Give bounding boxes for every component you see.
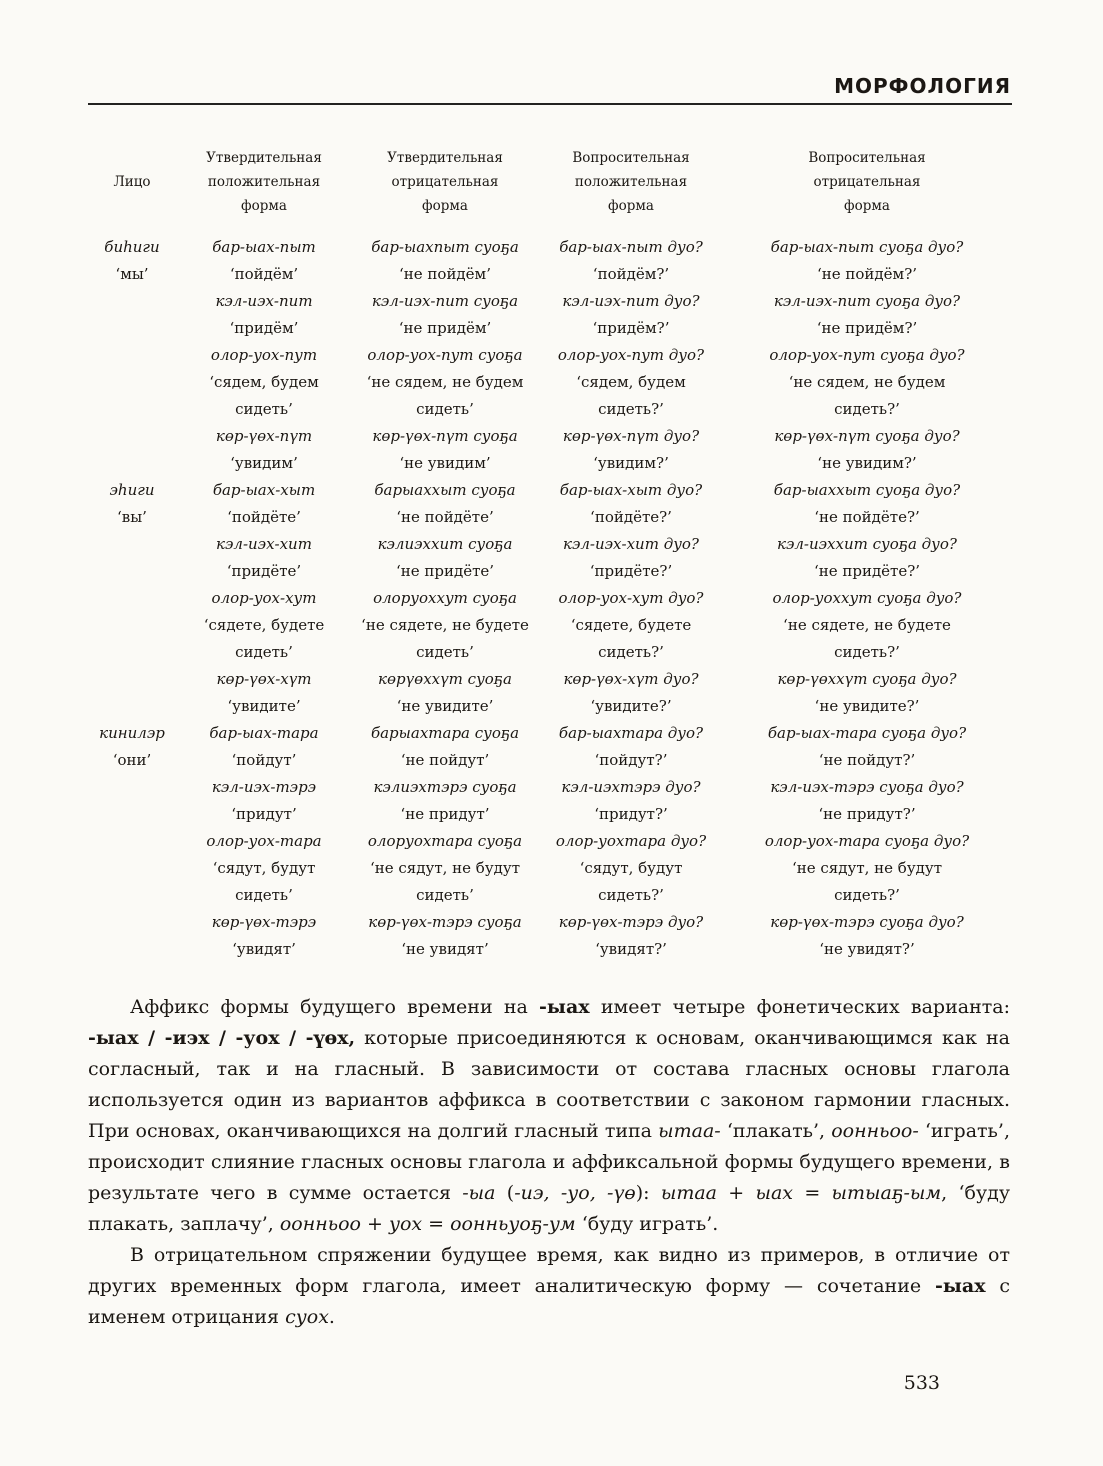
form-cell <box>184 477 344 720</box>
person-cell <box>88 234 176 477</box>
yakut-form: кэл-иэх-хит дуо? <box>563 535 699 553</box>
yakut-form: бар-ыах-тара <box>209 724 319 742</box>
russian-gloss: ‘не сядем, не будем сидеть’ <box>366 373 524 418</box>
russian-gloss: ‘не увидите?’ <box>814 697 920 715</box>
text-segment: . <box>328 1306 335 1328</box>
yakut-form: бар-ыаххыт суоҕа дуо? <box>773 481 961 499</box>
yakut-form: кэлиэххит суоҕа <box>377 535 513 553</box>
column-header: Вопросительная отрицательная форма <box>808 150 926 214</box>
yakut-form: бар-ыах-пыт <box>212 238 316 256</box>
russian-gloss: ‘не пойдём’ <box>399 265 491 283</box>
yakut-form: бар-ыах-хыт дуо? <box>559 481 703 499</box>
yakut-form: бар-ыах-пыт суоҕа дуо? <box>770 238 964 256</box>
yakut-form: олоруохтара суоҕа <box>367 832 523 850</box>
form-cell <box>352 234 538 477</box>
russian-gloss: ‘увидите’ <box>227 697 301 715</box>
paragraph <box>88 992 1010 1240</box>
yakut-form: барыаххыт суоҕа <box>374 481 516 499</box>
russian-gloss: ‘пойдут?’ <box>594 751 668 769</box>
yakut-form: барыахтара суоҕа <box>370 724 520 742</box>
russian-gloss: ‘не сядут, не будут сидеть’ <box>369 859 521 904</box>
russian-gloss: ‘не придём?’ <box>816 319 918 337</box>
text-segment: В отрицательном спряжении будущее время, как видно из примеров, в отличие от других временных форм глагола, имеет аналитическую форму — сочетание <box>88 1244 1010 1297</box>
yakut-form: олор-уохтара дуо? <box>555 832 707 850</box>
russian-gloss: ‘пойдут’ <box>231 751 297 769</box>
person-gloss: ‘вы’ <box>117 508 147 526</box>
text-segment: оонньоо- <box>831 1120 919 1142</box>
text-segment: ( <box>495 1182 515 1204</box>
russian-gloss: ‘сядут, будут сидеть?’ <box>579 859 683 904</box>
yakut-form: олор-уох-пут суоҕа <box>367 346 523 364</box>
column-header: Утвердительная положительная форма <box>206 150 322 214</box>
text-segment: ): <box>635 1182 661 1204</box>
yakut-form: көр-үөххүт суоҕа дуо? <box>777 670 957 688</box>
form-cell <box>724 477 1010 720</box>
yakut-form: олор-уох-хут <box>211 589 317 607</box>
yakut-form: олор-уоххут суоҕа дуо? <box>772 589 962 607</box>
russian-gloss: ‘не увидим?’ <box>817 454 917 472</box>
text-segment: которые присоединяются к основам, оканчивающимся как на согласный, так и на гласный. В зависимости от состава гласных основы глагола используется один из вариантов аффикса в соответствии с законом гармонии гласных. При основах, оканчивающихся на долгий гласный типа <box>88 1027 1010 1142</box>
page-number: 533 <box>903 1372 940 1394</box>
yakut-form: олоруоххут суоҕа <box>373 589 517 607</box>
yakut-form: кэл-иэх-хит <box>216 535 312 553</box>
text-segment: ‘буду играть’. <box>575 1213 719 1235</box>
russian-gloss: ‘придём?’ <box>592 319 670 337</box>
russian-gloss: ‘не придёте?’ <box>813 562 921 580</box>
text-segment: -иэ, -уо, -үө <box>514 1182 636 1204</box>
yakut-form: көр-үөх-тэрэ суоҕа дуо? <box>770 913 964 931</box>
yakut-form: олор-уох-пут суоҕа дуо? <box>769 346 965 364</box>
russian-gloss: ‘увидим’ <box>230 454 298 472</box>
column-header: Вопросительная положительная форма <box>572 150 690 214</box>
russian-gloss: ‘не пойдут?’ <box>818 751 916 769</box>
person-cell <box>88 720 176 963</box>
person-label: кинилэр <box>99 724 165 742</box>
russian-gloss: ‘пойдёте?’ <box>590 508 672 526</box>
russian-gloss: ‘сядете, будете сидеть?’ <box>570 616 692 661</box>
text-segment: -ыах <box>934 1275 986 1297</box>
yakut-form: кэл-иэх-пит суоҕа <box>371 292 519 310</box>
yakut-form: бар-ыах-пыт дуо? <box>559 238 703 256</box>
running-head <box>834 74 1011 98</box>
russian-gloss: ‘не придут’ <box>400 805 490 823</box>
person-gloss: ‘они’ <box>112 751 152 769</box>
yakut-form: олор-уох-пут <box>210 346 318 364</box>
russian-gloss: ‘не увидят?’ <box>819 940 915 958</box>
column-header: Утвердительная отрицательная форма <box>387 150 503 214</box>
yakut-form: көр-үөх-пүт дуо? <box>562 427 700 445</box>
russian-gloss: ‘сядем, будем сидеть’ <box>209 373 319 418</box>
russian-gloss: ‘увидим?’ <box>593 454 669 472</box>
yakut-form: олор-уох-хут дуо? <box>558 589 704 607</box>
yakut-form: көр-үөх-тэрэ <box>211 913 317 931</box>
russian-gloss: ‘не сядут, не будут сидеть?’ <box>791 859 943 904</box>
russian-gloss: ‘придут?’ <box>594 805 668 823</box>
yakut-form: көр-үөх-пүт суоҕа дуо? <box>774 427 960 445</box>
person-gloss: ‘мы’ <box>115 265 149 283</box>
russian-gloss: ‘не придём’ <box>398 319 492 337</box>
yakut-form: көр-үөх-тэрэ суоҕа <box>368 913 522 931</box>
yakut-form: кэл-иэхтэрэ дуо? <box>561 778 701 796</box>
text-segment: -ыах / -иэх / -уох / -үөх, <box>88 1027 356 1049</box>
russian-gloss: ‘придём’ <box>229 319 299 337</box>
russian-gloss: ‘не пойдут’ <box>400 751 490 769</box>
paragraph <box>88 1240 1010 1333</box>
russian-gloss: ‘увидят’ <box>232 940 296 958</box>
text-segment: -ыах <box>539 996 590 1018</box>
yakut-form: көр-үөх-пүт <box>215 427 313 445</box>
russian-gloss: ‘пойдёте’ <box>227 508 301 526</box>
text-segment: ‘играть’, происходит слияние гласных основы глагола и аффиксальной формы будущего времени, в результате чего в сумме остается <box>88 1120 1010 1204</box>
form-cell <box>352 720 538 963</box>
yakut-form: бар-ыах-хыт <box>212 481 316 499</box>
russian-gloss: ‘не сядем, не будем сидеть?’ <box>788 373 946 418</box>
yakut-form: олор-уох-пут дуо? <box>557 346 705 364</box>
form-cell <box>546 720 716 963</box>
form-cell <box>724 720 1010 963</box>
yakut-form: кэл-иэх-тэрэ суоҕа дуо? <box>770 778 964 796</box>
yakut-form: кэл-иэх-пит <box>215 292 313 310</box>
yakut-form: бар-ыахтара дуо? <box>558 724 704 742</box>
yakut-form: бар-ыах-тара суоҕа дуо? <box>767 724 967 742</box>
yakut-form: көр-үөх-хүт дуо? <box>563 670 699 688</box>
conjugation-table <box>88 146 1012 963</box>
person-label: эһиги <box>109 481 155 499</box>
russian-gloss: ‘придут’ <box>231 805 297 823</box>
text-segment: , ‘буду плакать, заплачу’, <box>88 1182 1011 1235</box>
russian-gloss: ‘увидят?’ <box>595 940 667 958</box>
russian-gloss: ‘не пойдёте’ <box>396 508 494 526</box>
russian-gloss: ‘пойдём?’ <box>592 265 670 283</box>
text-segment: ытаа + ыах = ытыаҕ-ым <box>660 1182 942 1204</box>
yakut-form: кэлиэхтэрэ суоҕа <box>373 778 517 796</box>
body-text <box>88 992 1010 1333</box>
russian-gloss: ‘не пойдёте?’ <box>814 508 920 526</box>
russian-gloss: ‘не придёте’ <box>395 562 495 580</box>
text-segment: с именем отрицания <box>88 1275 1010 1328</box>
yakut-form: кэл-иэх-пит дуо? <box>562 292 700 310</box>
russian-gloss: ‘не увидите’ <box>396 697 494 715</box>
text-segment: Аффикс формы будущего времени на <box>130 996 540 1018</box>
text-segment: ытаа- <box>658 1120 721 1142</box>
russian-gloss: ‘не сядете, не будете сидеть’ <box>361 616 529 661</box>
russian-gloss: ‘не придут?’ <box>818 805 916 823</box>
russian-gloss: ‘не увидят’ <box>401 940 489 958</box>
yakut-form: бар-ыахпыт суоҕа <box>371 238 519 256</box>
yakut-form: көр-үөх-тэрэ дуо? <box>558 913 704 931</box>
form-cell <box>184 720 344 963</box>
form-cell <box>184 234 344 477</box>
russian-gloss: ‘сядем, будем сидеть?’ <box>576 373 686 418</box>
russian-gloss: ‘увидите?’ <box>590 697 672 715</box>
person-label: биһиги <box>104 238 160 256</box>
form-cell <box>546 477 716 720</box>
yakut-form: кэл-иэх-тэрэ <box>211 778 317 796</box>
russian-gloss: ‘сядут, будут сидеть’ <box>212 859 316 904</box>
person-cell <box>88 477 176 720</box>
russian-gloss: ‘придёте’ <box>226 562 302 580</box>
column-header: Лицо <box>113 174 151 190</box>
yakut-form: кэл-иэххит суоҕа дуо? <box>777 535 957 553</box>
text-segment: ‘плакать’, <box>720 1120 832 1142</box>
russian-gloss: ‘не сядете, не будете сидеть?’ <box>783 616 951 661</box>
form-cell <box>546 234 716 477</box>
text-segment: суох <box>285 1306 329 1328</box>
text-segment: имеет четыре фонетических варианта: <box>589 996 1010 1018</box>
russian-gloss: ‘придёте?’ <box>589 562 673 580</box>
form-cell <box>724 234 1010 477</box>
yakut-form: олор-уох-тара суоҕа дуо? <box>764 832 970 850</box>
yakut-form: көр-үөх-пүт суоҕа <box>372 427 518 445</box>
russian-gloss: ‘не увидим’ <box>399 454 491 472</box>
text-segment: оонньоо + уох = оонньуоҕ-ум <box>279 1213 576 1235</box>
form-cell <box>352 477 538 720</box>
yakut-form: олор-уох-тара <box>206 832 322 850</box>
russian-gloss: ‘не пойдём?’ <box>816 265 918 283</box>
yakut-form: көрүөххүт суоҕа <box>378 670 512 688</box>
russian-gloss: ‘сядете, будете сидеть’ <box>203 616 325 661</box>
russian-gloss: ‘пойдём’ <box>229 265 299 283</box>
yakut-form: көр-үөх-хүт <box>216 670 312 688</box>
yakut-form: кэл-иэх-пит суоҕа дуо? <box>773 292 961 310</box>
header-rule <box>88 103 1012 105</box>
text-segment: -ыа <box>462 1182 496 1204</box>
running-head-title: МОРФОЛОГИЯ <box>834 74 1011 98</box>
